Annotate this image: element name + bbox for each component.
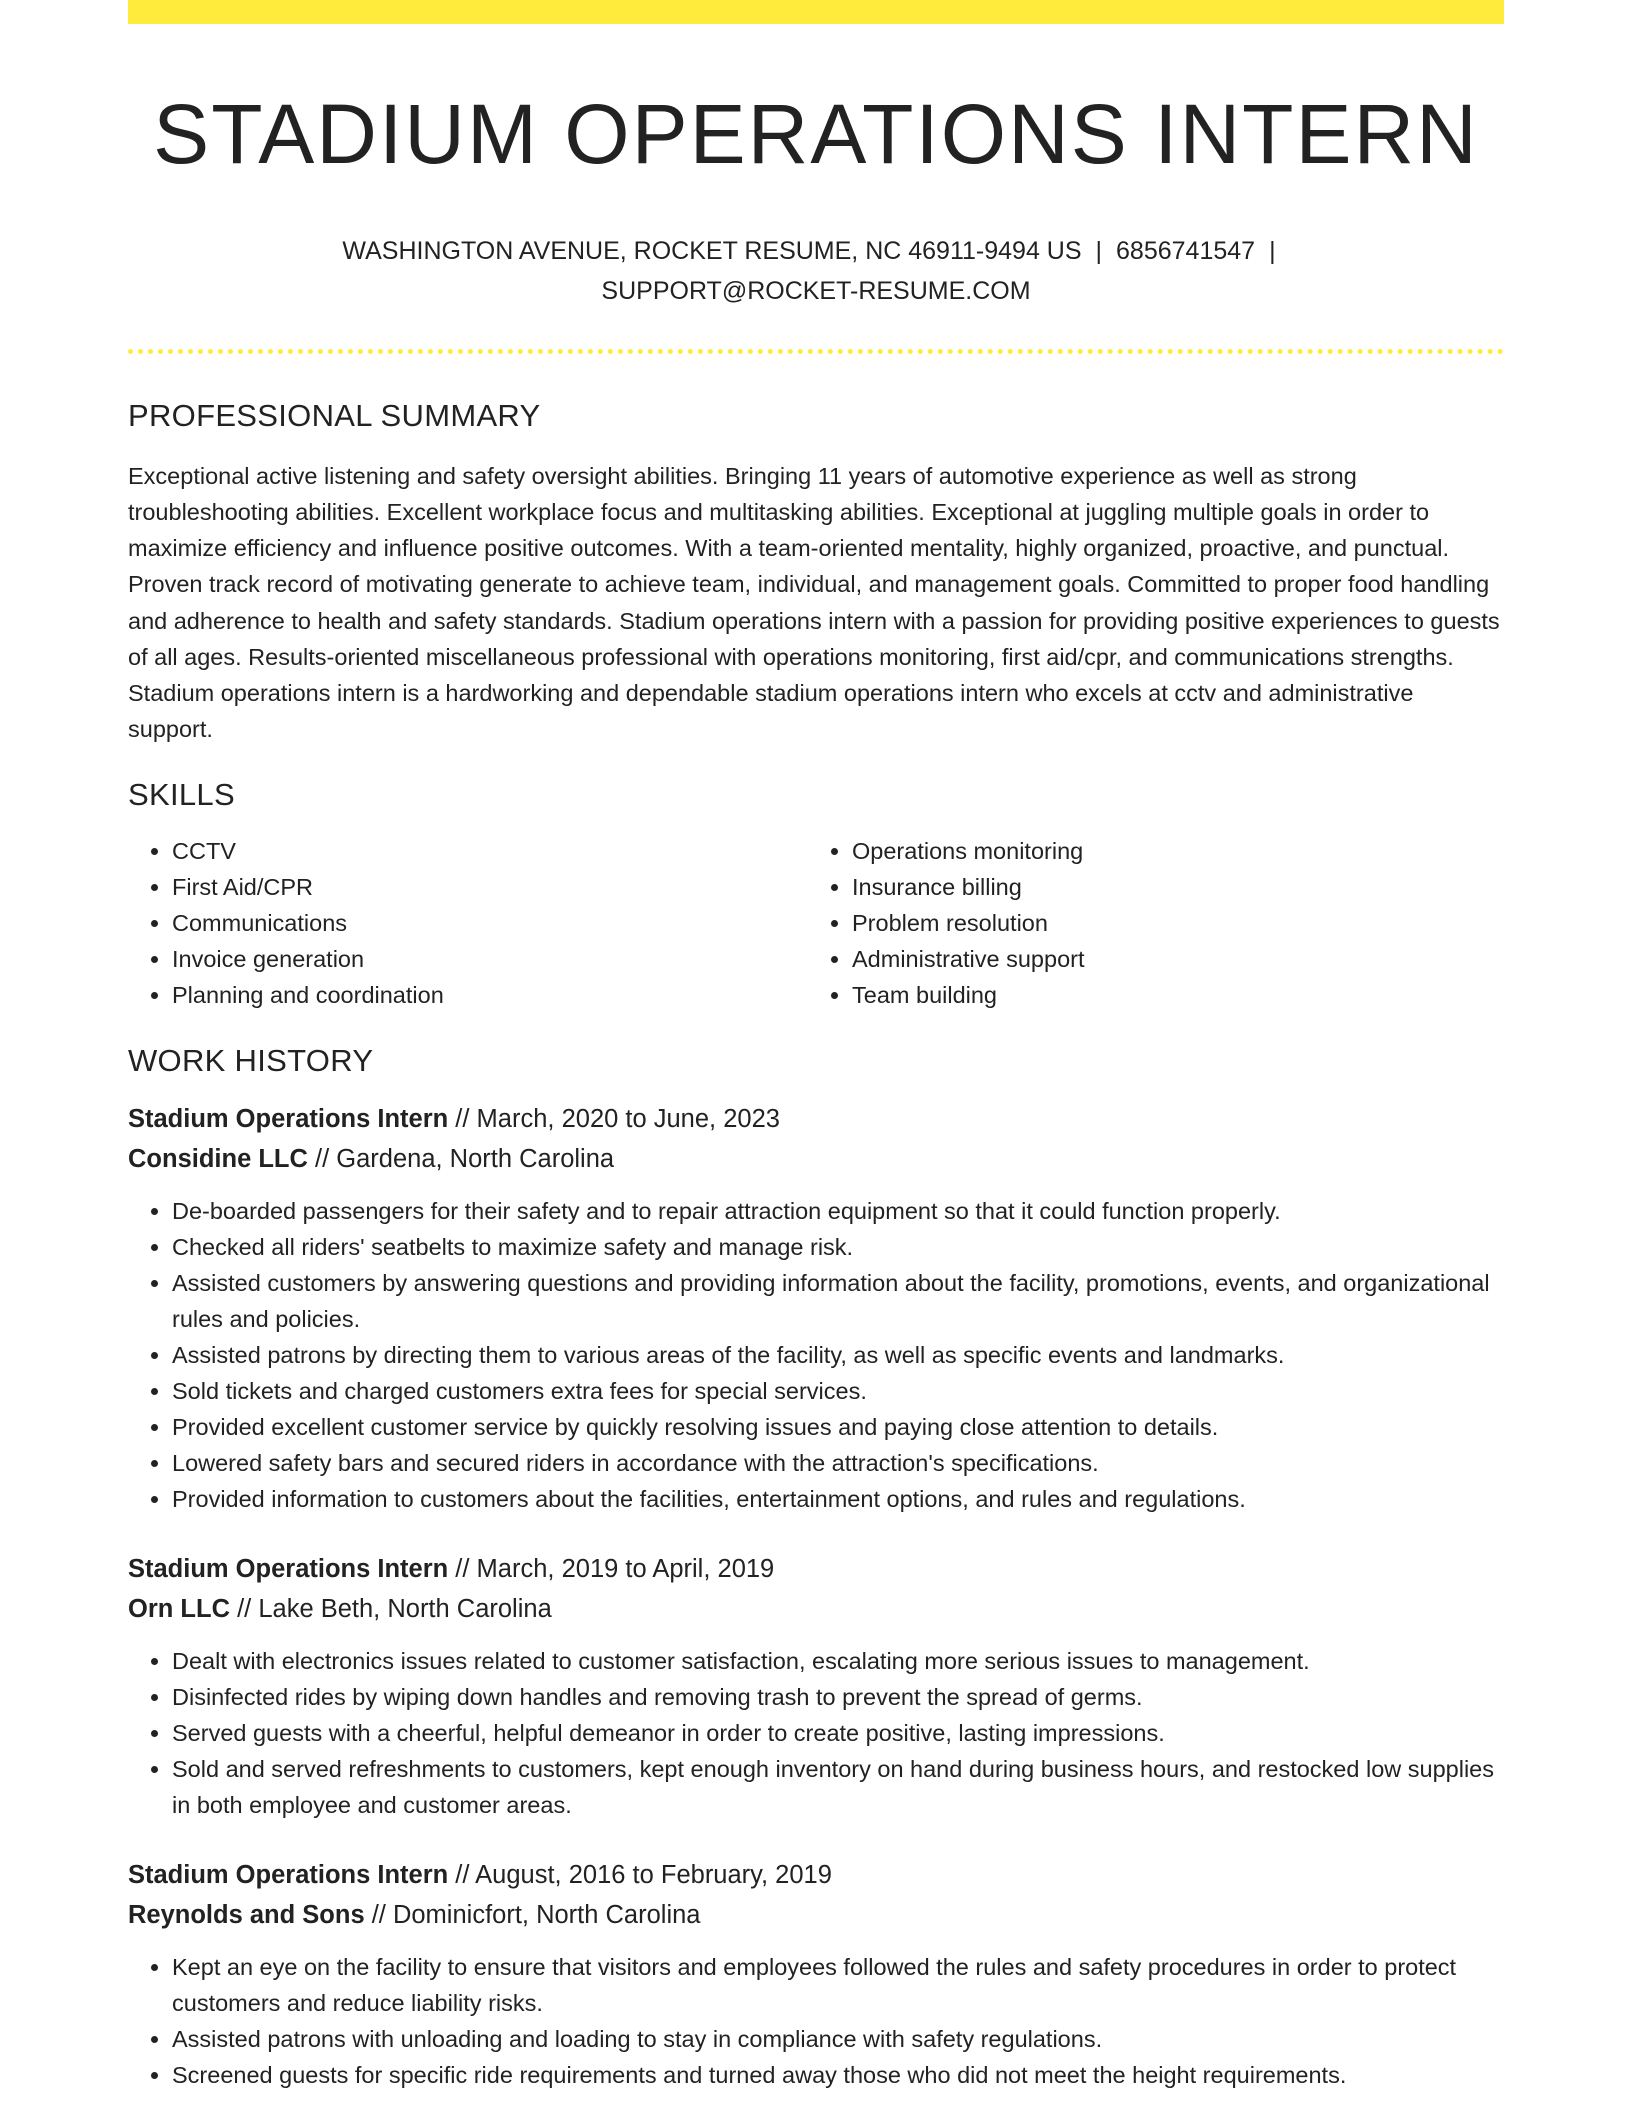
skill-item: • Problem resolution (852, 905, 1488, 941)
job-entry (128, 1099, 1504, 1517)
skill-item: • Communications (172, 905, 808, 941)
job-bullet: • Lowered safety bars and secured riders in accordance with the attraction's specifications. (172, 1445, 1504, 1481)
job-bullet: • Dealt with electronics issues related to customer satisfaction, escalating more serious issues to management. (172, 1643, 1504, 1679)
job-title: Stadium Operations Intern (128, 1555, 449, 1584)
job-entry (128, 1855, 1504, 2093)
job-location: // Dominicfort, North Carolina (364, 1901, 701, 1930)
page-title: STADIUM OPERATIONS INTERN (153, 87, 1479, 181)
job-bullet: • Disinfected rides by wiping down handles and removing trash to prevent the spread of germs. (172, 1679, 1504, 1715)
job-title: Stadium Operations Intern (128, 1105, 449, 1134)
job-title-line (128, 1549, 1504, 1589)
separator: | (1095, 236, 1103, 265)
company-name: Orn LLC (128, 1595, 230, 1624)
job-bullet: • Assisted patrons by directing them to various areas of the facility, as well as specific events and landmarks. (172, 1337, 1504, 1373)
skill-item: • Invoice generation (172, 941, 808, 977)
skills-column-left (128, 833, 808, 1013)
job-dates: // March, 2019 to April, 2019 (448, 1555, 775, 1584)
work-history-heading: WORK HISTORY (128, 1043, 374, 1079)
job-bullet: • Assisted patrons with unloading and loading to stay in compliance with safety regulations. (172, 2021, 1504, 2057)
skill-item: • Insurance billing (852, 869, 1488, 905)
resume-page (128, 0, 1504, 2093)
separator: | (1269, 236, 1276, 265)
job-company-line (128, 1139, 1504, 1179)
contact-info (128, 231, 1504, 311)
job-bullet: • Kept an eye on the facility to ensure that visitors and employees followed the rules and safety procedures in order to protect customers and reduce liability risks. (172, 1949, 1504, 2021)
skill-item: • Team building (852, 977, 1488, 1013)
skill-item: • First Aid/CPR (172, 869, 808, 905)
skill-item: • Administrative support (852, 941, 1488, 977)
accent-bar (128, 0, 1504, 24)
job-dates: // March, 2020 to June, 2023 (448, 1105, 780, 1134)
skill-item: • Operations monitoring (852, 833, 1488, 869)
job-bullets (128, 1949, 1504, 2093)
job-company-line (128, 1895, 1504, 1935)
job-bullet: • Screened guests for specific ride requirements and turned away those who did not meet the height requirements. (172, 2057, 1504, 2093)
company-name: Considine LLC (128, 1145, 308, 1174)
job-bullet: • Provided excellent customer service by quickly resolving issues and paying close attention to details. (172, 1409, 1504, 1445)
skill-item: • CCTV (172, 833, 808, 869)
dotted-divider (128, 349, 1504, 354)
summary-text: Exceptional active listening and safety oversight abilities. Bringing 11 years of automotive experience as well as strong troubleshooting abilities. Excellent workplace focus and multitasking abilities. Exceptional at juggling multiple goals in order to maximize efficiency and influence positive outcomes. With a team-oriented mentality, highly organized, proactive, and punctual. Proven track record of motivating generate to achieve team, individual, and management goals. Committed to proper food handling and adherence to health and safety standards. Stadium operations intern with a passion for providing positive experiences to guests of all ages. Results-oriented miscellaneous professional with operations monitoring, first aid/cpr, and communications strengths. Stadium operations intern is a hardworking and dependable stadium operations intern who excels at cctv and administrative support. (128, 462, 1500, 743)
job-bullet: • Sold and served refreshments to customers, kept enough inventory on hand during business hours, and restocked low supplies in both employee and customer areas. (172, 1751, 1504, 1823)
job-bullets (128, 1643, 1504, 1823)
job-bullet: • Checked all riders' seatbelts to maximize safety and manage risk. (172, 1229, 1504, 1265)
skill-item: • Planning and coordination (172, 977, 808, 1013)
phone: 6856741547 (1116, 236, 1256, 265)
job-location: // Lake Beth, North Carolina (230, 1595, 552, 1624)
job-bullet: • De-boarded passengers for their safety and to repair attraction equipment so that it could function properly. (172, 1193, 1504, 1229)
email: SUPPORT@ROCKET-RESUME.COM (601, 276, 1031, 305)
job-bullet: • Assisted customers by answering questions and providing information about the facility, promotions, events, and organizational rules and policies. (172, 1265, 1504, 1337)
job-title: Stadium Operations Intern (128, 1861, 449, 1890)
job-entry (128, 1549, 1504, 1823)
job-bullet: • Sold tickets and charged customers extra fees for special services. (172, 1373, 1504, 1409)
job-dates: // August, 2016 to February, 2019 (448, 1861, 832, 1890)
skills-heading: SKILLS (128, 777, 235, 813)
job-location: // Gardena, North Carolina (307, 1145, 615, 1174)
company-name: Reynolds and Sons (128, 1901, 365, 1930)
skills-list (128, 833, 1504, 1013)
job-title-line (128, 1855, 1504, 1895)
job-title-line (128, 1099, 1504, 1139)
skills-column-right (808, 833, 1488, 1013)
address: WASHINGTON AVENUE, ROCKET RESUME, NC 46911-9494 US (342, 236, 1082, 265)
job-bullet: • Provided information to customers about the facilities, entertainment options, and rules and regulations. (172, 1481, 1504, 1517)
job-bullets (128, 1193, 1504, 1517)
job-company-line (128, 1589, 1504, 1629)
summary-heading: PROFESSIONAL SUMMARY (128, 397, 541, 433)
job-bullet: • Served guests with a cheerful, helpful demeanor in order to create positive, lasting impressions. (172, 1715, 1504, 1751)
